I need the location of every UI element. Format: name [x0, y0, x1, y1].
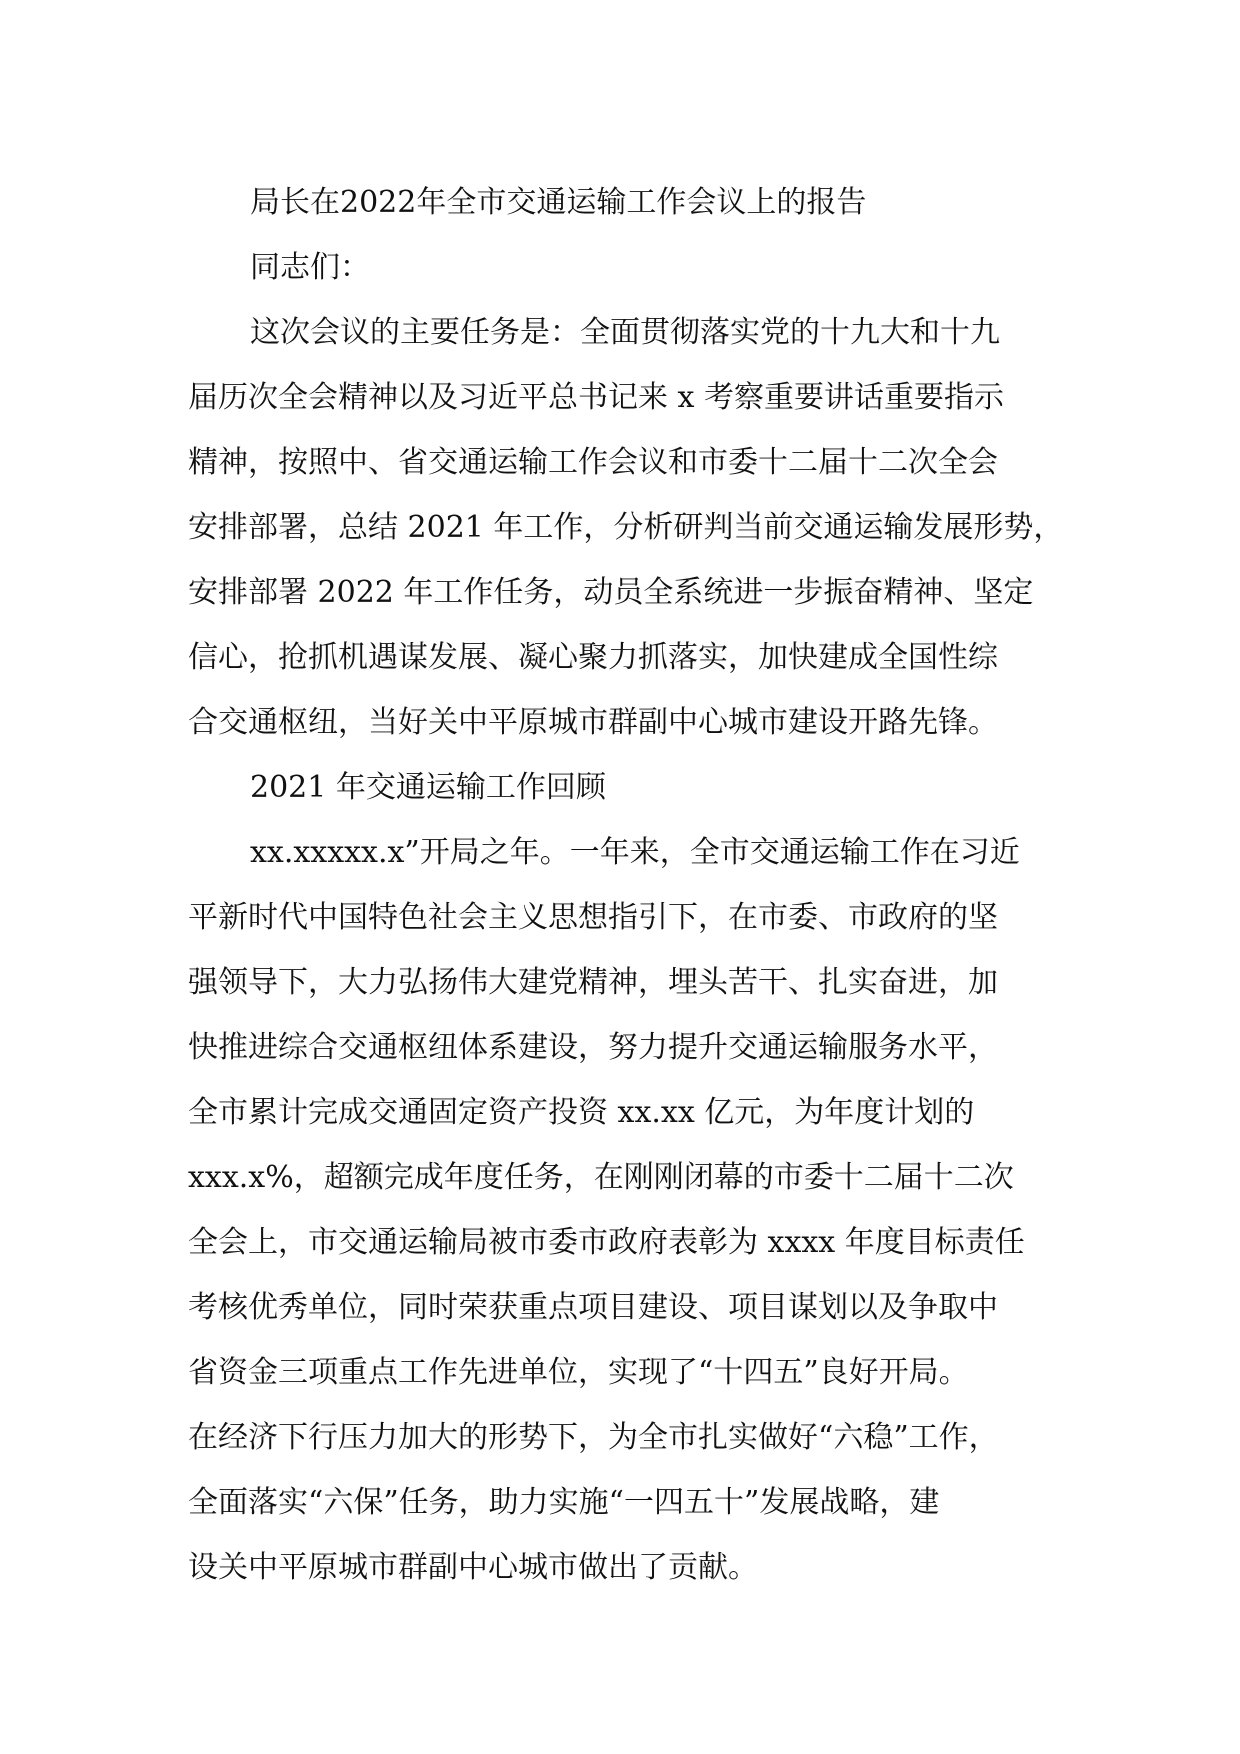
paragraph-line: 合交通枢纽，当好关中平原城市群副中心城市建设开路先锋。 — [188, 705, 998, 740]
paragraph-line: 安排部署，总结 2021 年工作，分析研判当前交通运输发展形势， — [188, 510, 1064, 545]
paragraph-line: 信心，抢抓机遇谋发展、凝心聚力抓落实，加快建成全国性综 — [188, 640, 998, 675]
paragraph-line: 平新时代中国特色社会主义思想指引下，在市委、市政府的坚 — [188, 900, 998, 935]
paragraph-line: xx.xxxxx.x”开局之年。一年来，全市交通运输工作在习近 — [250, 835, 1020, 870]
paragraph-line: 强领导下，大力弘扬伟大建党精神，埋头苦干、扎实奋进，加 — [188, 965, 998, 1000]
paragraph-work-review — [188, 820, 1088, 1600]
paragraph-line: 安排部署 2022 年工作任务，动员全系统进一步振奋精神、坚定 — [188, 575, 1034, 610]
paragraph-meeting-tasks — [188, 300, 1088, 755]
paragraph-line: 在经济下行压力加大的形势下，为全市扎实做好“六稳”工作， — [188, 1420, 999, 1455]
paragraph-line: 全面落实“六保”任务，助力实施“一四五十”发展战略，建 — [188, 1485, 940, 1520]
paragraph-line: 届历次全会精神以及习近平总书记来 x 考察重要讲话重要指示 — [188, 380, 1004, 415]
salutation: 同志们： — [250, 250, 370, 285]
section-heading: 2021 年交通运输工作回顾 — [250, 770, 606, 805]
paragraph-line: 精神，按照中、省交通运输工作会议和市委十二届十二次全会 — [188, 445, 998, 480]
report-title: 局长在2022年全市交通运输工作会议上的报告 — [250, 185, 867, 220]
paragraph-line: 这次会议的主要任务是：全面贯彻落实党的十九大和十九 — [250, 315, 1000, 350]
paragraph-line: 考核优秀单位，同时荣获重点项目建设、项目谋划以及争取中 — [188, 1290, 998, 1325]
paragraph-line: 全市累计完成交通固定资产投资 xx.xx 亿元，为年度计划的 — [188, 1095, 975, 1130]
paragraph-line: 省资金三项重点工作先进单位，实现了“十四五”良好开局。 — [188, 1355, 969, 1390]
paragraph-line: 设关中平原城市群副中心城市做出了贡献。 — [188, 1550, 758, 1585]
paragraph-line: 全会上，市交通运输局被市委市政府表彰为 xxxx 年度目标责任 — [188, 1225, 1025, 1260]
paragraph-line: xxx.x%，超额完成年度任务，在刚刚闭幕的市委十二届十二次 — [188, 1160, 1014, 1195]
paragraph-line: 快推进综合交通枢纽体系建设，努力提升交通运输服务水平， — [188, 1030, 998, 1065]
document-body — [188, 170, 1088, 1600]
